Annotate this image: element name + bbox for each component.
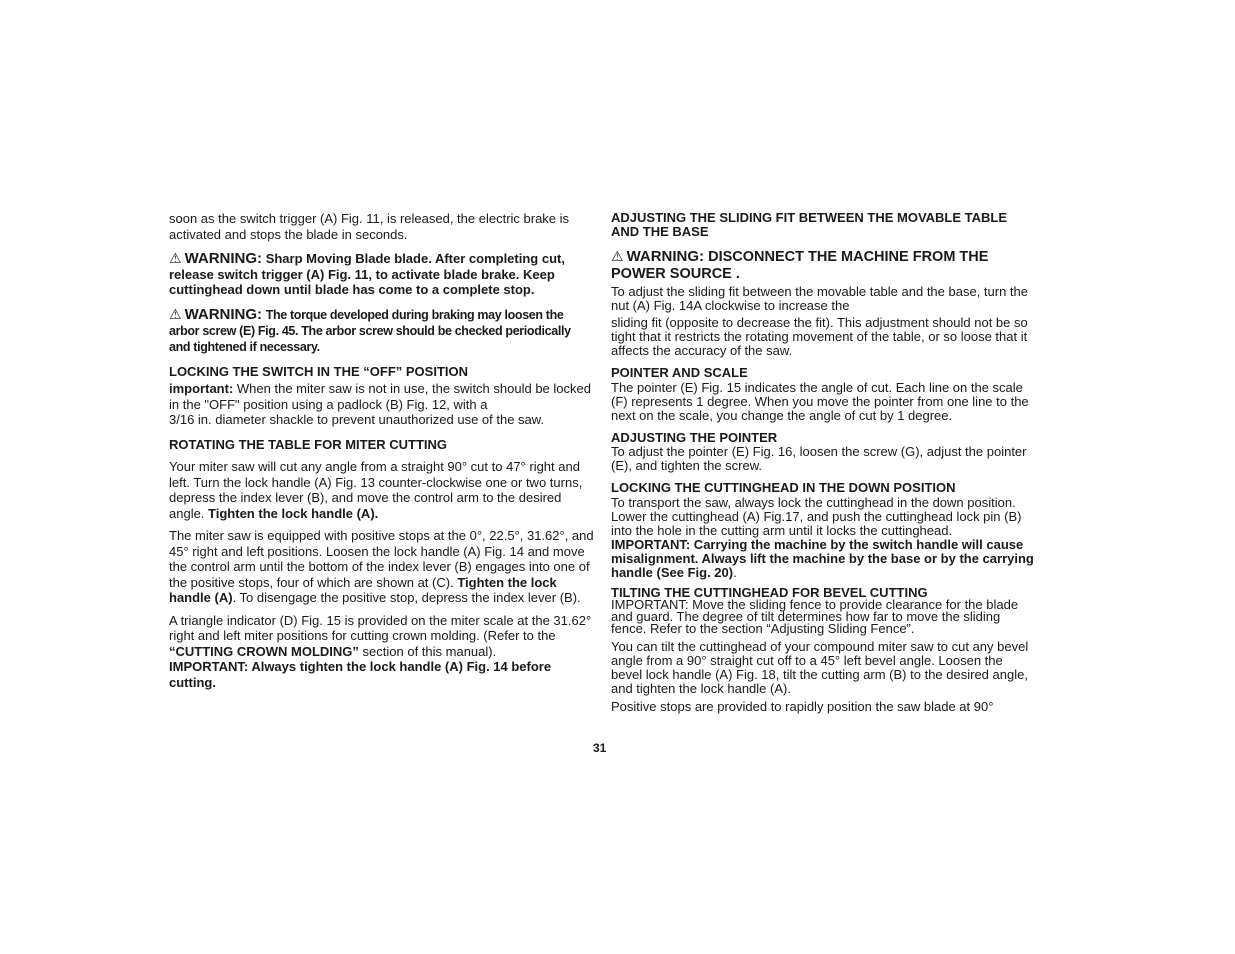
stops-bold: Tighten the lock handle (A): [169, 574, 557, 605]
warning-brake-block: [169, 251, 594, 298]
warning-triangle-icon: ⚠: [611, 248, 624, 264]
warning-triangle-icon: ⚠: [169, 250, 182, 266]
triangle-tail: section of this manual).: [362, 643, 497, 659]
heading-pointer-scale: POINTER AND SCALE: [611, 365, 748, 380]
heading-rotating-table: ROTATING THE TABLE FOR MITER CUTTING: [169, 436, 448, 452]
lockdown-paragraph: To transport the saw, always lock the cuttinghead in the down position. Lower the cuttinghead (A) Fig.17, and push the cuttinghead lock pin (B) into the hole in the cutting arm until it locks the cuttinghead.: [611, 494, 1022, 538]
heading-tilting-cuttinghead: TILTING THE CUTTINGHEAD FOR BEVEL CUTTING: [611, 584, 928, 600]
rotating-paragraph: [169, 459, 594, 521]
left-column: [169, 211, 594, 690]
pointer-paragraph: The pointer (E) Fig. 15 indicates the angle of cut. Each line on the scale (F) represents 1 degree. When you move the pointer from one line to the next on the scale, you change the angle of cut by 1 degree.: [611, 379, 1029, 423]
adjust-paragraph: To adjust the pointer (E) Fig. 16, loosen the screw (G), adjust the pointer (E), and tighten the screw.: [611, 444, 1027, 473]
stops-text: The miter saw is equipped with positive stops at the 0°, 22.5°, 31.62°, and 45° right and left positions. Loosen the lock handle (A) Fig. 14 and move the control arm until the bottom of the index lever (B) engages into one of the positive stops, four of which are shown at (C).: [169, 528, 594, 590]
heading-locking-cuttinghead: LOCKING THE CUTTINGHEAD IN THE DOWN POSITION: [611, 480, 956, 495]
lockdown-important: IMPORTANT: Carrying the machine by the switch handle will cause misalignment. Always lift the machine by the base or by the carrying handle (See Fig. 20): [611, 536, 1034, 580]
warning-brake-text: Sharp Moving Blade blade. After completing cut, release switch trigger (A) Fig. 11, to activate blade brake. Keep cuttinghead down until blade has come to a complete stop.: [169, 251, 565, 297]
triangle-indicator-paragraph: [169, 613, 594, 660]
tilting-important-paragraph: IMPORTANT: Move the sliding fence to provide clearance for the blade and guard. The degree of tilt determines how far to move the sliding fence. Refer to the section “Adjusting Sliding Fence”.: [611, 596, 1019, 636]
heading-adjusting-pointer: ADJUSTING THE POINTER: [611, 429, 778, 445]
warning-torque-block: [169, 307, 594, 355]
warning-triangle-icon: ⚠: [169, 305, 182, 322]
stops-tail: . To disengage the positive stop, depress the index lever (B).: [232, 590, 581, 605]
intro-paragraph: soon as the switch trigger (A) Fig. 11, is released, the electric brake is activated and stops the blade in seconds.: [169, 211, 570, 242]
positive-stops-bevel-paragraph: Positive stops are provided to rapidly position the saw blade at 90°: [611, 698, 994, 714]
positive-stops-paragraph: [169, 528, 594, 606]
warning-disconnect-block: [611, 248, 1036, 283]
sliding-paragraph-2: sliding fit (opposite to decrease the fit). This adjustment should not be so tight that it restricts the rotating movement of the table, or so loose that it affects the accuracy of the saw.: [611, 315, 1028, 358]
tilting-paragraph: You can tilt the cuttinghead of your compound miter saw to cut any bevel angle from a 90° straight cut off to a 45° left bevel angle. Loosen the bevel lock handle (A) Fig. 18, tilt the cutting arm (B) to the desired angle, and tighten the lock handle (A).: [611, 638, 1029, 696]
rotating-text: Your miter saw will cut any angle from a straight 90° cut to 47° right and left. Turn the lock handle (A) Fig. 13 counter-clockwise one or two turns, depress the index lever (B), and move the control arm to the desired angle.: [169, 459, 583, 521]
warning-label: WARNING:: [626, 248, 705, 265]
page-number: 31: [593, 741, 607, 755]
warning-torque-text: The torque developed during braking may loosen the arbor screw (E) Fig. 45. The arbor screw should be checked periodically and tightened if necessary.: [169, 307, 571, 354]
warning-label: WARNING:: [184, 305, 263, 323]
rotating-bold: Tighten the lock handle (A).: [208, 505, 379, 521]
heading-sliding-fit: ADJUSTING THE SLIDING FIT BETWEEN THE MOVABLE TABLE AND THE BASE: [611, 210, 1008, 239]
heading-locking-switch: LOCKING THE SWITCH IN THE “OFF” POSITION: [169, 363, 468, 379]
lockdown-important-paragraph: [611, 538, 1036, 580]
sliding-paragraph-1: To adjust the sliding fit between the movable table and the base, turn the nut (A) Fig. 14A clockwise to increase the: [611, 284, 1028, 313]
right-column: [611, 211, 1036, 714]
warning-label: WARNING:: [184, 250, 263, 267]
triangle-bold: “CUTTING CROWN MOLDING”: [169, 643, 359, 659]
locking-paragraph: [169, 381, 594, 412]
triangle-text: A triangle indicator (D) Fig. 15 is provided on the miter scale at the 31.62° right and left miter positions for cutting crown molding. (Refer to the: [169, 612, 592, 643]
important-lead: important:: [169, 381, 234, 396]
triangle-important: IMPORTANT: Always tighten the lock handle (A) Fig. 14 before cutting.: [169, 659, 552, 690]
warning-disconnect-text: DISCONNECT THE MACHINE FROM THE POWER SOURCE .: [611, 249, 989, 282]
locking-text: When the miter saw is not in use, the switch should be locked in the "OFF" position using a padlock (B) Fig. 12, with a: [169, 381, 591, 412]
lockdown-period: .: [733, 564, 737, 580]
locking-paragraph-2: 3/16 in. diameter shackle to prevent unauthorized use of the saw.: [169, 412, 545, 427]
